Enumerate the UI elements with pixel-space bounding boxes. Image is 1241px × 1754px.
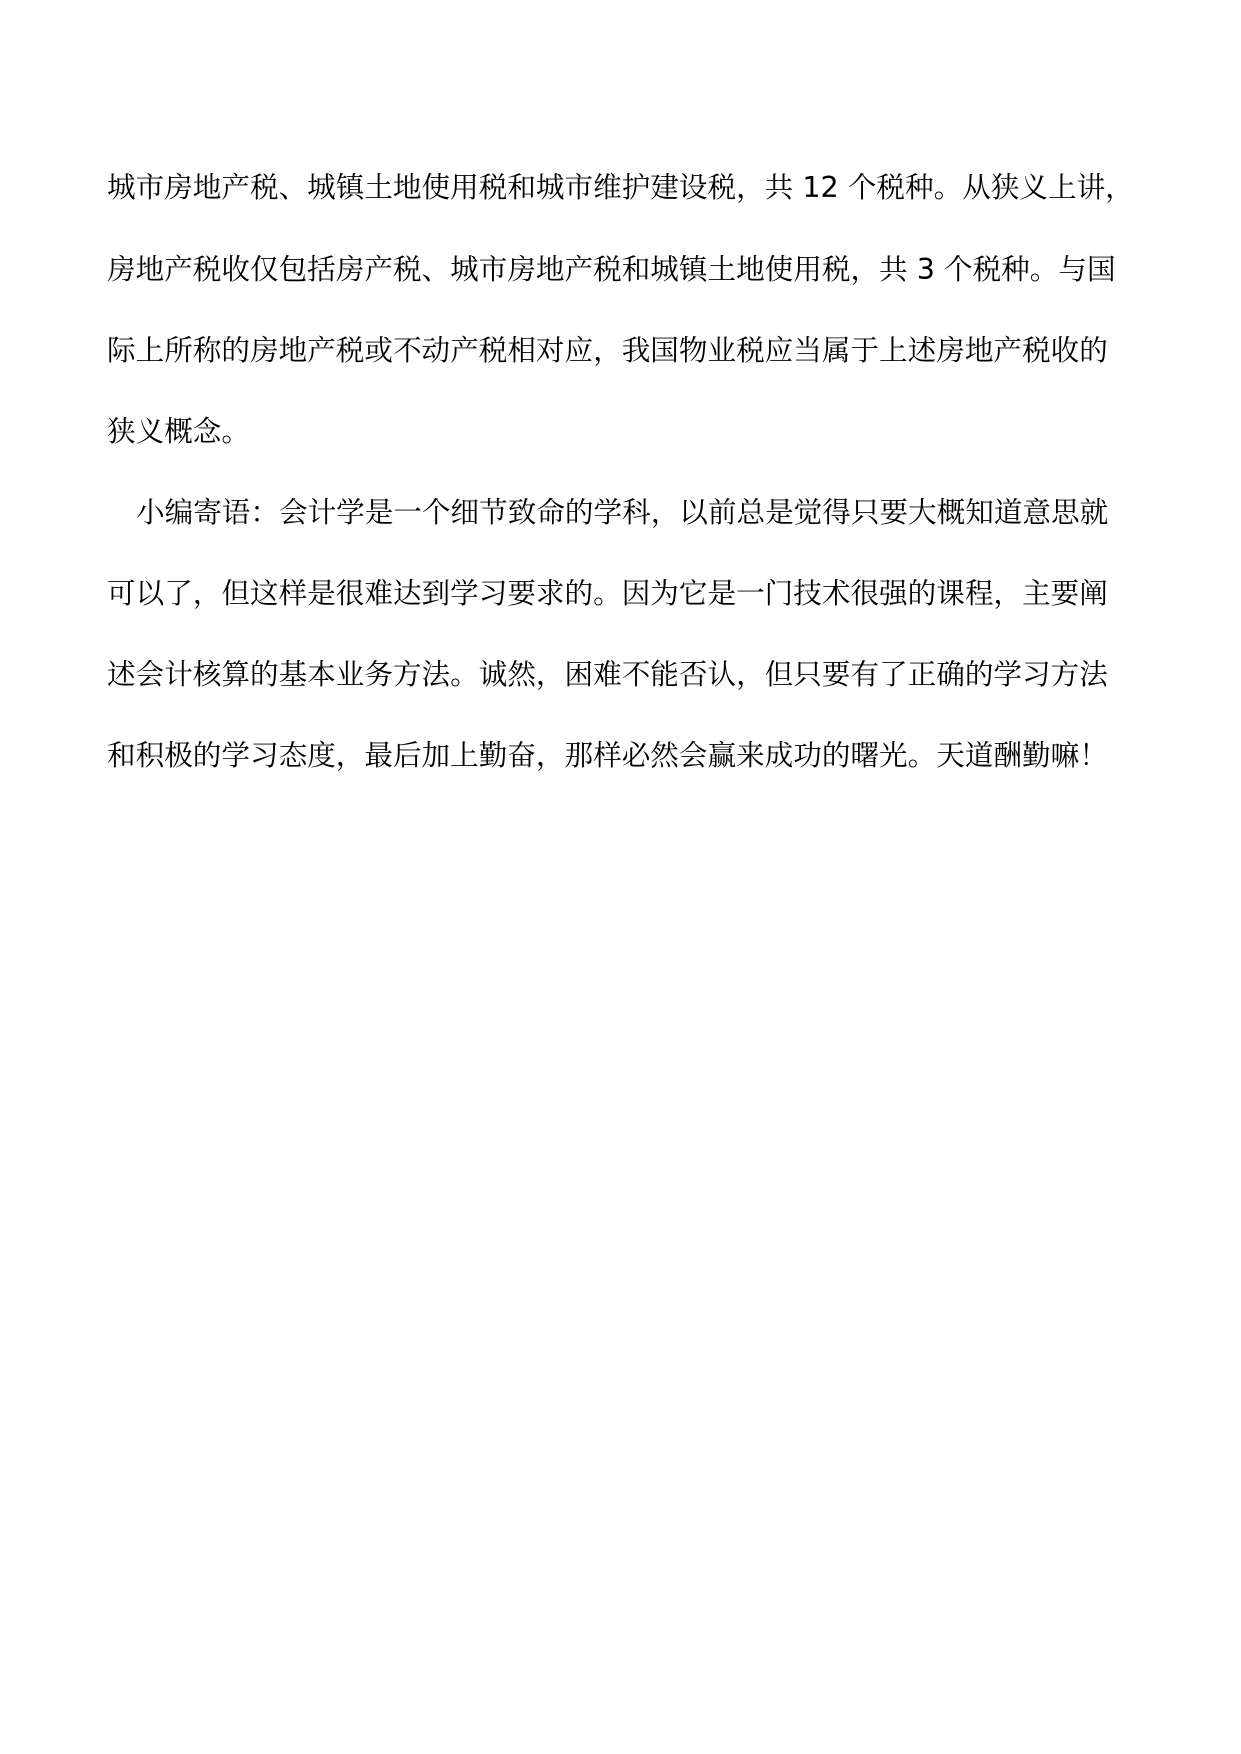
text-line: 际上所称的房地产税或不动产税相对应，我国物业税应当属于上述房地产税收的	[107, 333, 1108, 367]
text-line: 可以了，但这样是很难达到学习要求的。因为它是一门技术很强的课程，主要阐	[107, 576, 1108, 610]
text-line: 房地产税收仅包括房产税、城市房地产税和城镇土地使用税，共 3 个税种。与国	[107, 252, 1116, 286]
text-line: 城市房地产税、城镇土地使用税和城市维护建设税，共 12 个税种。从狭义上讲，	[107, 170, 1134, 204]
text-line: 狭义概念。	[107, 414, 250, 448]
text-line: 述会计核算的基本业务方法。诚然，困难不能否认，但只要有了正确的学习方法	[107, 657, 1108, 691]
text-line: 和积极的学习态度，最后加上勤奋，那样必然会赢来成功的曙光。天道酬勤嘛！	[107, 738, 1108, 772]
text-line: 小编寄语：会计学是一个细节致命的学科，以前总是觉得只要大概知道意思就	[136, 495, 1109, 529]
